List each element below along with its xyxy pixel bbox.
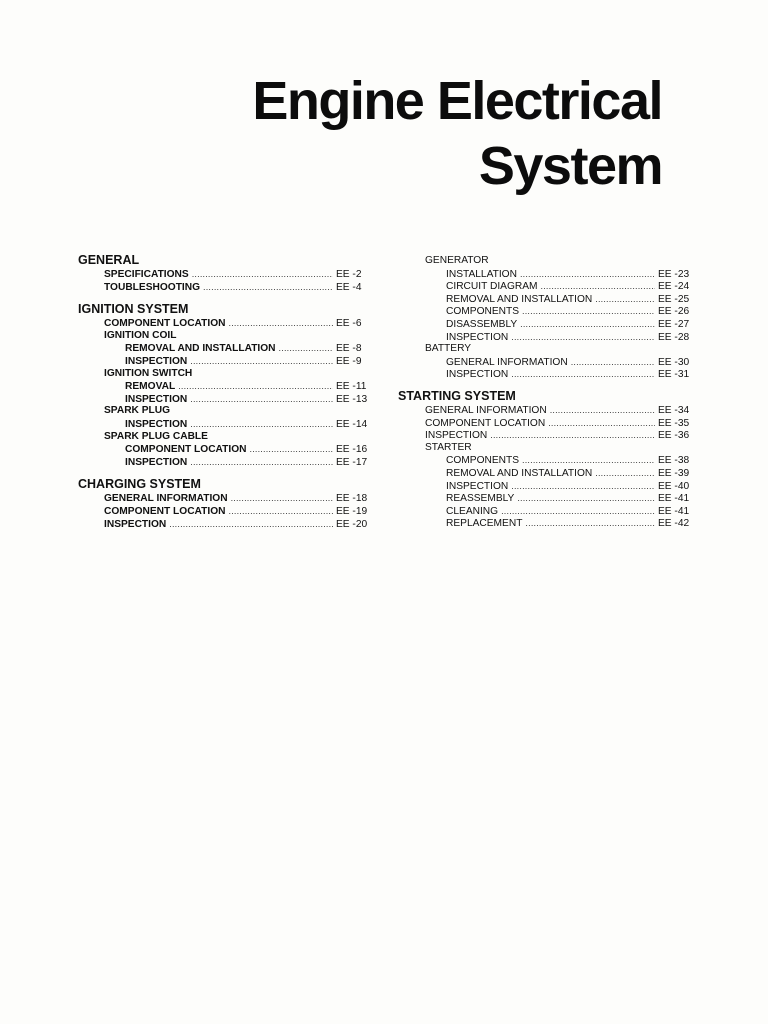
leader-dots	[522, 305, 655, 318]
toc-entry-label: INSPECTION	[446, 331, 509, 343]
toc-entry-starter-removal[interactable]	[398, 467, 694, 480]
toc-entry-page: EE -17	[336, 456, 368, 468]
toc-entry-starting-inspection[interactable]	[398, 429, 694, 442]
section-heading-charging-system: CHARGING SYSTEM	[78, 477, 201, 492]
toc-entry-generator-inspection[interactable]	[398, 331, 694, 344]
toc-entry-page: EE -4	[336, 281, 362, 293]
toc-entry-cable-component-location[interactable]	[78, 443, 372, 456]
leader-dots	[501, 505, 655, 518]
toc-entry-battery-general-information[interactable]	[398, 356, 694, 369]
toc-entry-label: COMPONENT LOCATION	[104, 505, 226, 517]
toc-entry-label: REPLACEMENT	[446, 518, 523, 530]
section-heading-general: GENERAL	[78, 253, 140, 267]
toc-entry-page: EE -6	[336, 318, 362, 330]
subheading-spark-plug-cable: SPARK PLUG CABLE	[104, 430, 208, 442]
toc-entry-label: DISASSEMBLY	[446, 318, 518, 330]
leader-dots	[229, 317, 334, 330]
toc-entry-specifications[interactable]	[78, 268, 372, 281]
leader-dots	[548, 417, 655, 430]
leader-dots	[190, 355, 333, 368]
leader-dots	[229, 505, 334, 518]
page-title-line-2: System	[478, 136, 662, 196]
toc-entry-label: CLEANING	[446, 505, 499, 517]
subheading-generator: GENERATOR	[425, 255, 489, 266]
toc-entry-label: COMPONENT LOCATION	[125, 444, 247, 456]
toc-entry-page: EE -19	[336, 505, 368, 517]
toc-entry-label: INSTALLATION	[446, 268, 517, 280]
toc-entry-page: EE -20	[336, 518, 368, 530]
toc-entry-page: EE -41	[658, 493, 690, 505]
leader-dots	[520, 268, 655, 281]
toc-entry-page: EE -2	[336, 269, 362, 280]
toc-entry-label: COMPONENTS	[446, 306, 520, 318]
toc-entry-page: EE -30	[658, 356, 690, 368]
subheading-spark-plug: SPARK PLUG	[104, 405, 171, 417]
toc-entry-starter-inspection[interactable]	[398, 480, 694, 493]
toc-entry-plug-inspection[interactable]	[78, 418, 372, 431]
toc-entry-battery-inspection[interactable]	[398, 368, 694, 381]
toc-entry-page: EE -27	[658, 318, 690, 330]
toc-entry-circuit-diagram[interactable]	[398, 280, 694, 293]
leader-dots	[525, 517, 655, 530]
leader-dots	[595, 467, 655, 480]
subheading-ignition-switch: IGNITION SWITCH	[104, 367, 193, 379]
toc-entry-charging-component-location[interactable]	[78, 505, 372, 518]
toc-entry-coil-inspection[interactable]	[78, 355, 372, 368]
leader-dots	[571, 356, 655, 369]
leader-dots	[178, 380, 333, 393]
leader-dots	[520, 318, 655, 331]
toc-entry-page: EE -8	[336, 343, 362, 355]
toc-entry-label: REMOVAL AND INSTALLATION	[446, 293, 593, 305]
leader-dots	[279, 342, 333, 355]
toc-entry-label: COMPONENT LOCATION	[104, 318, 226, 330]
leader-dots	[190, 393, 333, 406]
subheading-starter: STARTER	[425, 441, 472, 453]
toc-entry-page: EE -11	[336, 381, 367, 393]
toc-entry-label: GENERAL INFORMATION	[104, 493, 228, 505]
leader-dots	[231, 492, 333, 505]
toc-entry-label: GENERAL INFORMATION	[425, 404, 547, 416]
toc-left-column	[78, 253, 372, 530]
leader-dots	[541, 280, 655, 293]
toc-entry-page: EE -36	[658, 430, 690, 442]
toc-entry-starter-components[interactable]	[398, 454, 694, 467]
toc-entry-label: INSPECTION	[125, 456, 188, 468]
toc-entry-switch-inspection[interactable]	[78, 393, 372, 406]
toc-entry-label: COMPONENT LOCATION	[425, 417, 546, 429]
leader-dots	[550, 404, 655, 417]
toc-entry-page: EE -34	[658, 404, 690, 416]
toc-entry-cleaning[interactable]	[398, 505, 694, 518]
toc-entry-label: INSPECTION	[125, 393, 188, 405]
leader-dots	[595, 293, 655, 306]
toc-entry-label: INSPECTION	[446, 369, 509, 381]
toc-entry-page: EE -23	[658, 268, 690, 280]
leader-dots	[522, 454, 655, 467]
toc-entry-label: INSPECTION	[125, 355, 188, 367]
toc-entry-charging-inspection[interactable]	[78, 518, 372, 531]
toc-entry-page: EE -25	[658, 293, 690, 305]
toc-entry-label: SPECIFICATIONS	[104, 269, 189, 280]
leader-dots	[190, 418, 333, 431]
toc-entry-page: EE -13	[336, 393, 368, 405]
toc-entry-label: INSPECTION	[104, 518, 167, 530]
toc-entry-page: EE -38	[658, 455, 690, 467]
section-heading-starting-system: STARTING SYSTEM	[398, 388, 516, 403]
toc-entry-starting-general-information[interactable]	[398, 404, 694, 417]
toc-entry-switch-removal[interactable]	[78, 380, 372, 393]
toc-entry-page: EE -9	[336, 355, 362, 367]
leader-dots	[511, 368, 655, 381]
toc-entry-label: GENERAL INFORMATION	[446, 356, 568, 368]
toc-entry-page: EE -14	[336, 418, 368, 430]
toc-entry-label: REMOVAL AND INSTALLATION	[446, 467, 593, 479]
toc-entry-label: REMOVAL	[125, 381, 176, 393]
toc-entry-label: REASSEMBLY	[446, 493, 515, 505]
leader-dots	[517, 492, 655, 505]
toc-entry-page: EE -16	[336, 444, 368, 456]
toc-entry-page: EE -39	[658, 467, 690, 479]
toc-entry-generator-removal[interactable]	[398, 293, 694, 306]
leader-dots	[192, 268, 333, 281]
toc-entry-label: TOUBLESHOOTING	[104, 281, 201, 293]
toc-entry-page: EE -28	[658, 331, 690, 343]
toc-entry-page: EE -42	[658, 518, 690, 530]
toc-entry-starting-component-location[interactable]	[398, 417, 694, 430]
toc-entry-page: EE -41	[658, 505, 690, 517]
toc-entry-reassembly[interactable]	[398, 492, 694, 505]
toc-right-column	[398, 255, 694, 530]
toc-entry-page: EE -18	[336, 493, 368, 505]
toc-entry-page: EE -26	[658, 306, 690, 318]
toc-entry-label: CIRCUIT DIAGRAM	[446, 281, 538, 293]
toc-entry-label: INSPECTION	[446, 480, 509, 492]
leader-dots	[203, 281, 333, 294]
page-title-line-1: Engine Electrical	[252, 71, 662, 131]
toc-entry-component-location[interactable]	[78, 317, 372, 330]
leader-dots	[511, 480, 655, 493]
toc-entry-page: EE -24	[658, 281, 690, 293]
toc-entry-page: EE -40	[658, 480, 690, 492]
subheading-ignition-coil: IGNITION COIL	[104, 329, 177, 341]
leader-dots	[490, 429, 655, 442]
toc-entry-label: REMOVAL AND INSTALLATION	[125, 343, 276, 355]
leader-dots	[169, 518, 333, 531]
toc-entry-label: INSPECTION	[425, 430, 488, 442]
toc-entry-page: EE -35	[658, 417, 690, 429]
leader-dots	[190, 456, 333, 469]
leader-dots	[511, 331, 655, 344]
toc-entry-generator-installation[interactable]	[398, 268, 694, 281]
toc-entry-label: COMPONENTS	[446, 455, 520, 467]
toc-entry-replacement[interactable]	[398, 517, 694, 530]
section-heading-ignition-system: IGNITION SYSTEM	[78, 302, 189, 317]
toc-entry-cable-inspection[interactable]	[78, 456, 372, 469]
toc-entry-coil-removal[interactable]	[78, 342, 372, 355]
toc-entry-generator-components[interactable]	[398, 305, 694, 318]
toc-entry-charging-general-information[interactable]	[78, 492, 372, 505]
toc-entry-disassembly[interactable]	[398, 318, 694, 331]
toc-entry-page: EE -31	[658, 369, 690, 381]
subheading-battery: BATTERY	[425, 343, 472, 355]
leader-dots	[250, 443, 334, 456]
toc-entry-label: INSPECTION	[125, 418, 188, 430]
toc-entry-troubleshooting[interactable]	[78, 281, 372, 294]
